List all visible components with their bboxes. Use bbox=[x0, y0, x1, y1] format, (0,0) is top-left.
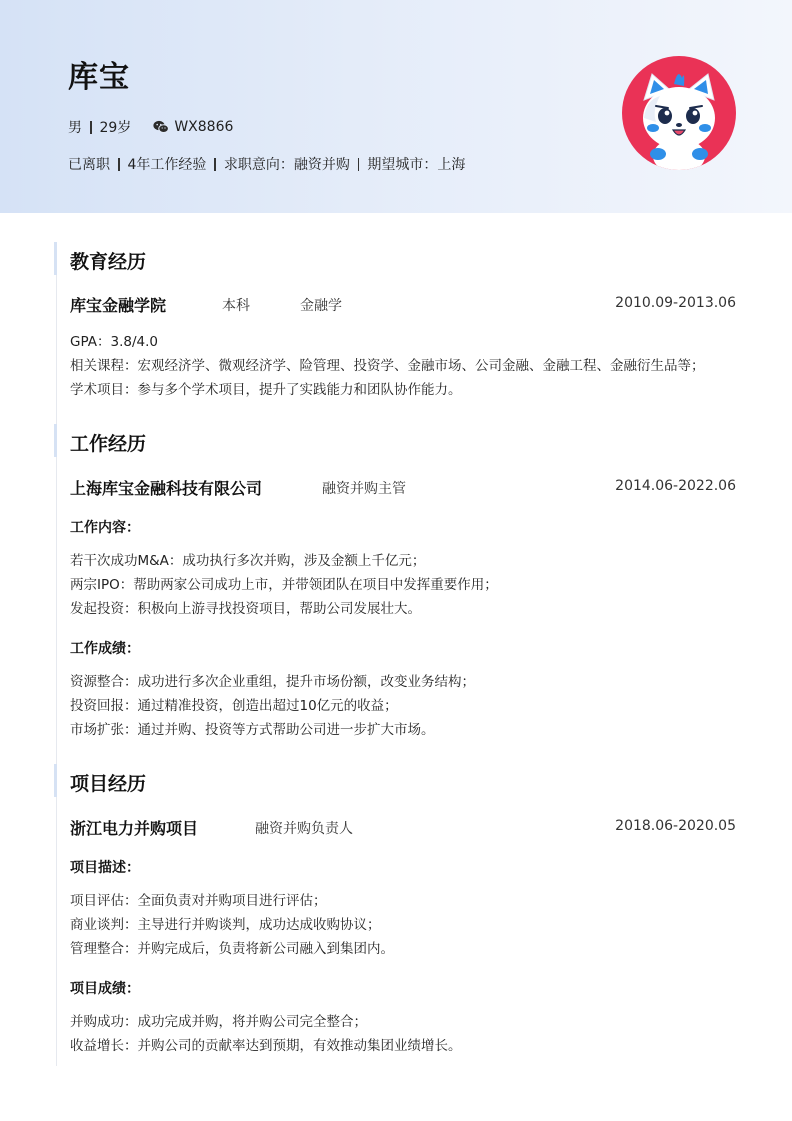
section-marker bbox=[54, 242, 57, 275]
expected-city: 期望城市：上海 bbox=[367, 157, 466, 173]
avatar bbox=[622, 56, 736, 170]
section-marker bbox=[54, 424, 57, 457]
project-date: 2018.06-2020.05 bbox=[615, 818, 736, 834]
candidate-name: 库宝 bbox=[68, 60, 130, 95]
wechat-icon bbox=[153, 120, 169, 134]
work-date: 2014.06-2022.06 bbox=[615, 478, 736, 494]
major: 金融学 bbox=[300, 298, 342, 314]
list-item: 并购成功：成功完成并购，将并购公司完全整合； bbox=[70, 1014, 367, 1030]
list-item: 管理整合：并购完成后，负责将新公司融入到集团内。 bbox=[70, 941, 394, 957]
section-title-education: 教育经历 bbox=[70, 251, 147, 273]
resume-header bbox=[0, 0, 792, 213]
project-result-title: 项目成绩： bbox=[70, 981, 140, 997]
section-marker bbox=[54, 764, 57, 797]
work-achievements-title: 工作成绩： bbox=[70, 641, 140, 657]
project-desc-list bbox=[70, 889, 394, 961]
degree: 本科 bbox=[222, 298, 250, 314]
project-name: 浙江电力并购项目 bbox=[70, 819, 199, 838]
company-name: 上海库宝金融科技有限公司 bbox=[70, 479, 263, 498]
work-years: 4年工作经验 bbox=[127, 157, 207, 173]
work-content-title: 工作内容： bbox=[70, 520, 140, 536]
school-name: 库宝金融学院 bbox=[70, 296, 167, 315]
section-title-work: 工作经历 bbox=[70, 433, 147, 455]
job-status: 已离职 bbox=[68, 157, 110, 173]
list-item: 市场扩张：通过并购、投资等方式帮助公司进一步扩大市场。 bbox=[70, 722, 435, 738]
basic-info-row bbox=[68, 117, 233, 137]
education-date: 2010.09-2013.06 bbox=[615, 295, 736, 311]
job-intention: 求职意向：融资并购 bbox=[223, 157, 350, 173]
work-content-list bbox=[70, 549, 498, 621]
cartoon-cat-avatar-icon bbox=[622, 56, 736, 170]
project-desc-title: 项目描述： bbox=[70, 860, 140, 876]
project-role: 融资并购负责人 bbox=[255, 821, 353, 837]
list-item: 若干次成功M&A：成功执行多次并购，涉及金额上千亿元； bbox=[70, 553, 426, 569]
list-item: 资源整合：成功进行多次企业重组，提升市场份额，改变业务结构； bbox=[70, 674, 475, 690]
divider bbox=[90, 121, 92, 134]
project-result-list bbox=[70, 1010, 462, 1058]
list-item: 投资回报：通过精准投资，创造出超过10亿元的收益； bbox=[70, 698, 398, 714]
divider bbox=[358, 158, 360, 171]
job-position: 融资并购主管 bbox=[322, 481, 406, 497]
divider bbox=[214, 158, 216, 171]
list-item: GPA：3.8/4.0 bbox=[70, 334, 158, 350]
work-achievements-list bbox=[70, 670, 475, 742]
wechat-id: WX8866 bbox=[174, 119, 234, 135]
job-info-row bbox=[68, 154, 465, 174]
gender: 男 bbox=[68, 120, 82, 136]
education-details bbox=[70, 330, 705, 402]
list-item: 项目评估：全面负责对并购项目进行评估； bbox=[70, 893, 327, 909]
list-item: 商业谈判：主导进行并购谈判，成功达成收购协议； bbox=[70, 917, 381, 933]
age: 29岁 bbox=[99, 120, 132, 136]
list-item: 相关课程：宏观经济学、微观经济学、险管理、投资学、金融市场、公司金融、金融工程、金融衍生品等； bbox=[70, 358, 705, 374]
section-title-project: 项目经历 bbox=[70, 773, 147, 795]
timeline-line bbox=[56, 242, 57, 1066]
list-item: 发起投资：积极向上游寻找投资项目，帮助公司发展壮大。 bbox=[70, 601, 421, 617]
divider bbox=[118, 158, 120, 171]
list-item: 两宗IPO：帮助两家公司成功上市，并带领团队在项目中发挥重要作用； bbox=[70, 577, 498, 593]
list-item: 收益增长：并购公司的贡献率达到预期，有效推动集团业绩增长。 bbox=[70, 1038, 462, 1054]
list-item: 学术项目：参与多个学术项目，提升了实践能力和团队协作能力。 bbox=[70, 382, 462, 398]
